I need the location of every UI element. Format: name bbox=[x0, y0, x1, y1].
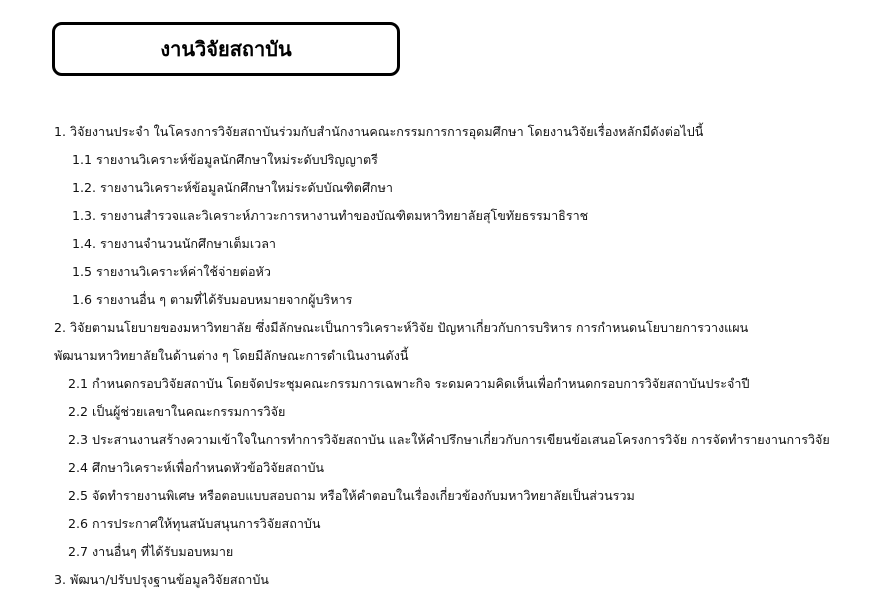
list-item-2-1: 2.1 กำหนดกรอบวิจัยสถาบัน โดยจัดประชุมคณะกรรมการเฉพาะกิจ ระดมความคิดเห็นเพื่อกำหนดกรอบการวิจัยสถาบันประจำปี bbox=[68, 376, 750, 391]
list-item-3: 3. พัฒนา/ปรับปรุงฐานข้อมูลวิจัยสถาบัน bbox=[54, 572, 269, 587]
list-item-2-6: 2.6 การประกาศให้ทุนสนับสนุนการวิจัยสถาบัน bbox=[68, 516, 321, 531]
list-item-1-5: 1.5 รายงานวิเคราะห์ค่าใช้จ่ายต่อหัว bbox=[72, 264, 271, 279]
list-item-2-2: 2.2 เป็นผู้ช่วยเลขาในคณะกรรมการวิจัย bbox=[68, 404, 286, 419]
list-item-1-1: 1.1 รายงานวิเคราะห์ข้อมูลนักศึกษาใหม่ระดับปริญญาตรี bbox=[72, 152, 378, 167]
list-item-2-3: 2.3 ประสานงานสร้างความเข้าใจในการทำการวิจัยสถาบัน และให้คำปรึกษาเกี่ยวกับการเขียนข้อเสนอโครงการวิจัย การจัดทำรายงานการวิจัย bbox=[68, 432, 830, 447]
list-item-2-4: 2.4 ศึกษาวิเคราะห์เพื่อกำหนดหัวข้อวิจัยสถาบัน bbox=[68, 460, 325, 475]
list-item-1-4: 1.4. รายงานจำนวนนักศึกษาเต็มเวลา bbox=[72, 236, 276, 251]
list-item-1-2: 1.2. รายงานวิเคราะห์ข้อมูลนักศึกษาใหม่ระดับบัณฑิตศึกษา bbox=[72, 180, 393, 195]
list-item-1: 1. วิจัยงานประจำ ในโครงการวิจัยสถาบันร่วมกับสำนักงานคณะกรรมการการอุดมศึกษา โดยงานวิจัยเรื่องหลักมีดังต่อไปนี้ bbox=[54, 124, 704, 139]
list-item-1-6: 1.6 รายงานอื่น ๆ ตามที่ได้รับมอบหมายจากผู้บริหาร bbox=[72, 292, 353, 307]
page-title: งานวิจัยสถาบัน bbox=[160, 37, 292, 61]
list-item-1-3: 1.3. รายงานสำรวจและวิเคราะห์ภาวะการหางานทำของบัณฑิตมหาวิทยาลัยสุโขทัยธรรมาธิราช bbox=[72, 208, 589, 223]
list-item-2-5: 2.5 จัดทำรายงานพิเศษ หรือตอบแบบสอบถาม หรือให้คำตอบในเรื่องเกี่ยวข้องกับมหาวิทยาลัยเป็นส่วนรวม bbox=[68, 488, 635, 503]
page-title-box bbox=[52, 22, 400, 76]
list-item-2: 2. วิจัยตามนโยบายของมหาวิทยาลัย ซึ่งมีลักษณะเป็นการวิเคราะห์วิจัย ปัญหาเกี่ยวกับการบริหาร การกำหนดนโยบายการวางแผน bbox=[54, 320, 749, 335]
list-item-2-continued: พัฒนามหาวิทยาลัยในด้านต่าง ๆ โดยมีลักษณะการดำเนินงานดังนี้ bbox=[54, 348, 409, 363]
list-item-2-7: 2.7 งานอื่นๆ ที่ได้รับมอบหมาย bbox=[68, 544, 234, 559]
